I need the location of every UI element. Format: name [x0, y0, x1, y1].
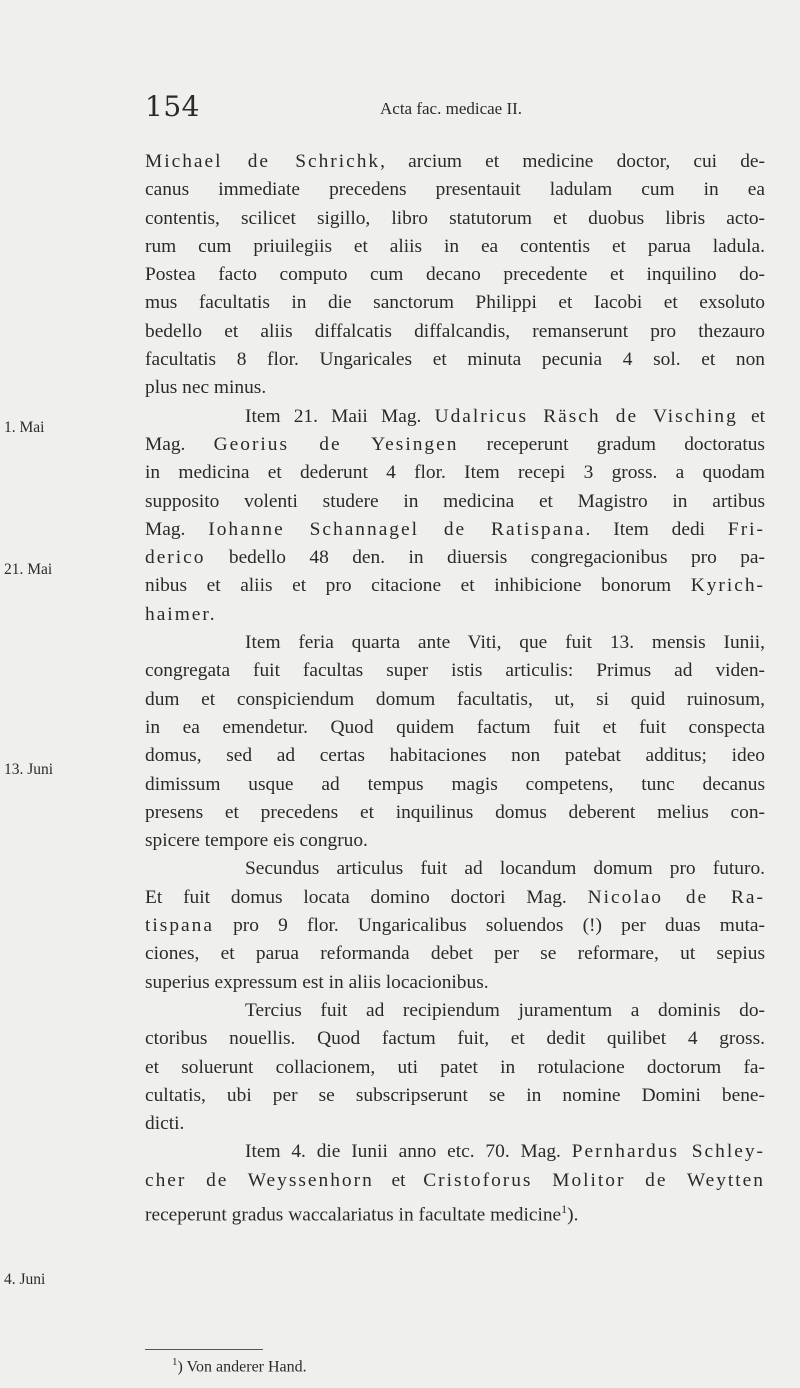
- text-line: contentis, scilicet sigillo, libro statutorum et duobus libris acto-: [145, 207, 765, 229]
- text-line: spicere tempore eis congruo.: [145, 830, 368, 852]
- footnote-reference: 1: [561, 1201, 568, 1216]
- text-span: ).: [567, 1204, 579, 1226]
- text-span: et: [373, 1169, 424, 1191]
- text-line: supposito volenti studere in medicina et Magistro in artibus: [145, 490, 765, 512]
- text-line: ctoribus nouellis. Quod factum fuit, et dedit quilibet 4 gross.: [145, 1028, 765, 1050]
- text-line: Item feria quarta ante Viti, que fuit 13. mensis Iunii,: [245, 632, 765, 654]
- text-line: Tercius fuit ad recipiendum juramentum a dominis do-: [245, 999, 765, 1021]
- text-line: [145, 403, 765, 431]
- text-line: domus, sed ad certas habitaciones non patebat additus; ideo: [145, 745, 765, 767]
- text-line: [145, 884, 765, 912]
- text-line: bedello et aliis diffalcatis diffalcandis, remanserunt pro thezauro: [145, 320, 765, 342]
- text-line: in ea emendetur. Quod quidem factum fuit et fuit conspecta: [145, 716, 765, 738]
- text-line: mus facultatis in die sanctorum Philippi et Iacobi et exsoluto: [145, 292, 765, 314]
- person-name: tispana: [145, 915, 214, 937]
- footnote-divider: [145, 1349, 263, 1350]
- person-name: Iohanne Schannagel de Ratispana: [208, 518, 586, 540]
- text-line: dimissum usque ad tempus magis competens, tunc decanus: [145, 773, 765, 795]
- person-name: Michael de Schrichk: [145, 151, 381, 172]
- person-name: Kyrich-: [690, 575, 765, 597]
- margin-note-date: 1. Mai: [4, 419, 45, 436]
- text-line: [145, 1167, 765, 1195]
- text-line: superius expressum est in aliis locacionibus.: [145, 971, 489, 993]
- text-line: [145, 516, 765, 544]
- person-name: Cristoforus Molitor de Weytten: [423, 1169, 765, 1191]
- margin-note-date: 21. Mai: [4, 561, 53, 578]
- footnote: [172, 1356, 307, 1376]
- person-name: Georius de Yesingen: [213, 433, 459, 455]
- running-title: Acta fac. medicae II.: [380, 99, 523, 118]
- text-span: nibus et aliis et pro citacione et inhibicione bonorum: [145, 575, 691, 597]
- body-text: [145, 148, 766, 1226]
- page-header: [145, 90, 765, 130]
- text-line: dicti.: [145, 1113, 185, 1135]
- text-line: Postea facto computo cum decano precedente et inquilino do-: [145, 264, 765, 286]
- text-span: Item 4. die Iunii anno etc. 70. Mag.: [245, 1141, 572, 1163]
- person-name: Fri-: [727, 518, 766, 540]
- text-line: [145, 544, 765, 572]
- text-line: facultatis 8 flor. Ungaricales et minuta pecunia 4 sol. et non: [145, 349, 765, 371]
- text-line: in medicina et dederunt 4 flor. Item recepi 3 gross. a quodam: [145, 462, 765, 484]
- text-line: et soluerunt collacionem, uti patet in rotulacione doctorum fa-: [145, 1056, 765, 1078]
- margin-note-date: 4. Juni: [4, 1271, 46, 1288]
- text-line: [145, 1195, 765, 1226]
- person-name: Pernhardus Schley-: [571, 1141, 765, 1163]
- text-span: bedello 48 den. in diuersis congregacionibus pro pa-: [205, 547, 765, 569]
- footnote-text: ) Von anderer Hand.: [177, 1358, 307, 1376]
- text-line: dum et conspiciendum domum facultatis, ut, si quid ruinosum,: [145, 688, 765, 710]
- text-span: pro 9 flor. Ungaricalibus soluendos (!) per duas muta-: [213, 915, 765, 937]
- text-span: Mag.: [145, 518, 209, 540]
- person-name: derico: [145, 547, 206, 569]
- margin-note-date: 13. Juni: [4, 761, 54, 778]
- text-line: canus immediate precedens presentauit ladulam cum in ea: [145, 179, 765, 201]
- person-name: Udalricus Räsch de Visching: [434, 405, 738, 427]
- text-span: et: [737, 405, 765, 427]
- text-line: presens et precedens et inquilinus domus deberent melius con-: [145, 801, 765, 823]
- text-line: congregata fuit facultas super istis articulis: Primus ad viden-: [145, 660, 765, 682]
- text-line: [145, 1138, 765, 1166]
- text-line: Secundus articulus fuit ad locandum domum pro futuro.: [245, 858, 765, 880]
- text-span: Et fuit domus locata domino doctori Mag.: [145, 886, 588, 908]
- footnote-mark: 1: [172, 1356, 178, 1368]
- text-line: [145, 148, 765, 176]
- text-span: receperunt gradus waccalariatus in facultate medicine: [145, 1204, 562, 1226]
- person-name: Nicolao de Ra-: [587, 886, 765, 908]
- person-name: cher de Weyssenhorn: [145, 1169, 374, 1191]
- text-span: Mag.: [145, 433, 214, 455]
- text-span: Item 21. Maii Mag.: [245, 405, 435, 427]
- text-line: rum cum priuilegiis et aliis in ea contentis et parua ladula.: [145, 235, 765, 257]
- page-number: 154: [145, 90, 200, 123]
- text-line: haimer.: [145, 603, 217, 625]
- text-line: [145, 572, 765, 600]
- text-span: , arcium et medicine doctor, cui de-: [380, 151, 765, 172]
- text-line: [145, 431, 765, 459]
- text-line: cultatis, ubi per se subscripserunt se in nomine Domini bene-: [145, 1084, 765, 1106]
- text-line: ciones, et parua reformanda debet per se reformare, ut sepius: [145, 943, 765, 965]
- text-span: . Item dedi: [585, 518, 728, 540]
- text-line: plus nec minus.: [145, 377, 267, 399]
- text-span: receperunt gradum doctoratus: [458, 433, 765, 455]
- text-line: [145, 912, 765, 940]
